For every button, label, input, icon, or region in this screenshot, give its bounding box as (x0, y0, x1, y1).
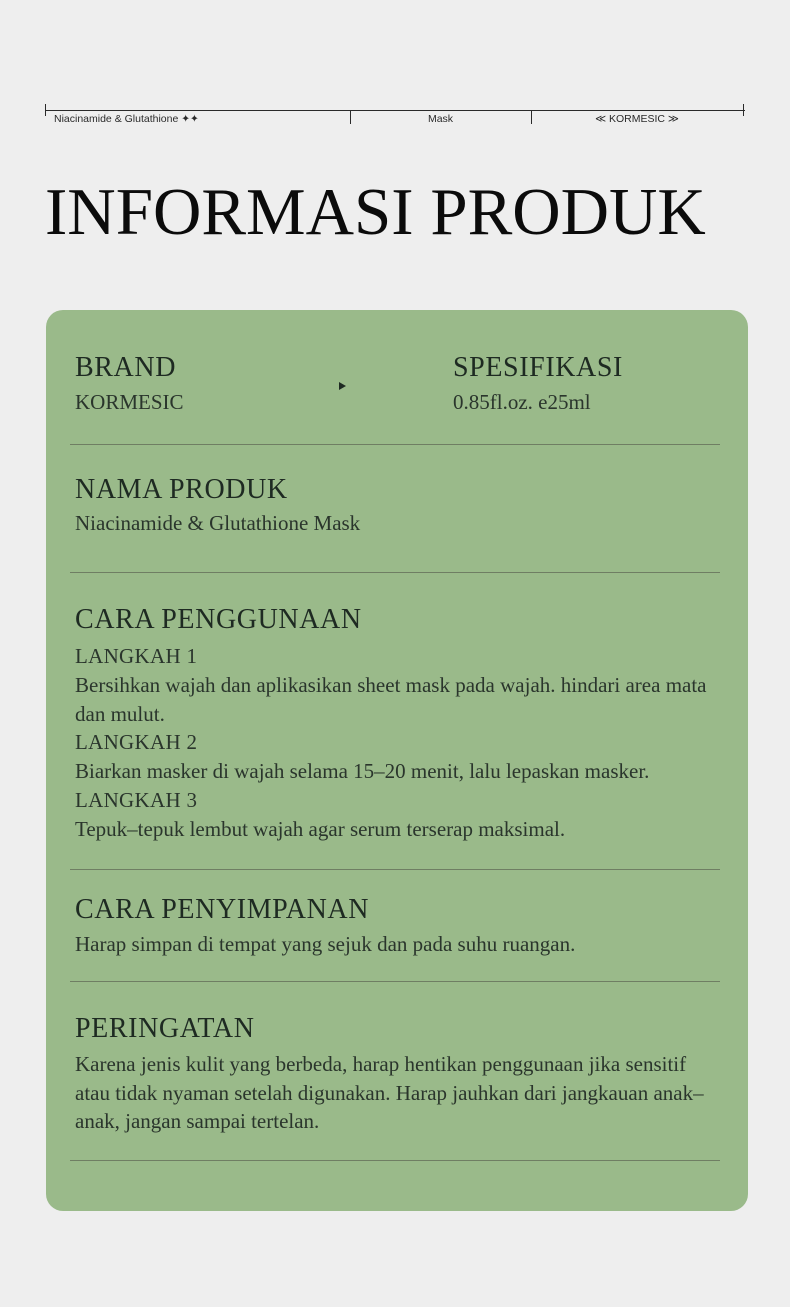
usage-steps (75, 642, 725, 843)
page-title: INFORMASI PRODUK (45, 175, 706, 249)
brand-value: KORMESIC (75, 390, 184, 414)
storage-value: Harap simpan di tempat yang sejuk dan pada suhu ruangan. (75, 932, 576, 956)
header-brand: ≪ KORMESIC ≫ (595, 113, 679, 125)
step-2-text: Biarkan masker di wajah selama 15–20 menit, lalu lepaskan masker. (75, 759, 650, 783)
step-2-label: LANGKAH 2 (75, 730, 198, 754)
header-rule-end-right (743, 104, 744, 116)
divider (70, 572, 720, 573)
step-1-label: LANGKAH 1 (75, 644, 198, 668)
divider (70, 444, 720, 445)
storage-heading: CARA PENYIMPANAN (75, 894, 370, 925)
product-info-card (46, 310, 748, 1211)
arrow-right-icon (339, 382, 346, 390)
product-name-value: Niacinamide & Glutathione Mask (75, 511, 361, 535)
product-name-heading: NAMA PRODUK (75, 474, 288, 505)
header-rule (45, 110, 745, 111)
header-rule-end-left (45, 104, 46, 116)
header-product-line: Niacinamide & Glutathione ✦✦ (54, 113, 199, 125)
specification-heading: SPESIFIKASI (453, 352, 623, 383)
usage-heading: CARA PENGGUNAAN (75, 604, 362, 635)
step-1-text: Bersihkan wajah dan aplikasikan sheet mask pada wajah. hindari area mata dan mulut. (75, 673, 707, 726)
warning-heading: PERINGATAN (75, 1013, 255, 1044)
divider (70, 1160, 720, 1161)
brand-heading: BRAND (75, 352, 177, 383)
warning-value: Karena jenis kulit yang berbeda, harap hentikan penggunaan jika sensitif atau tidak nyaman setelah digunakan. Harap jauhkan dari jangkauan anak–anak, jangan sampai tertelan. (75, 1052, 704, 1133)
header-category: Mask (427, 113, 454, 125)
step-3-text: Tepuk–tepuk lembut wajah agar serum terserap maksimal. (75, 816, 566, 841)
divider (70, 869, 720, 870)
specification-value: 0.85fl.oz. e25ml (453, 390, 591, 414)
header-strip (45, 104, 745, 126)
divider (70, 981, 720, 982)
step-3-label: LANGKAH 3 (75, 787, 198, 812)
